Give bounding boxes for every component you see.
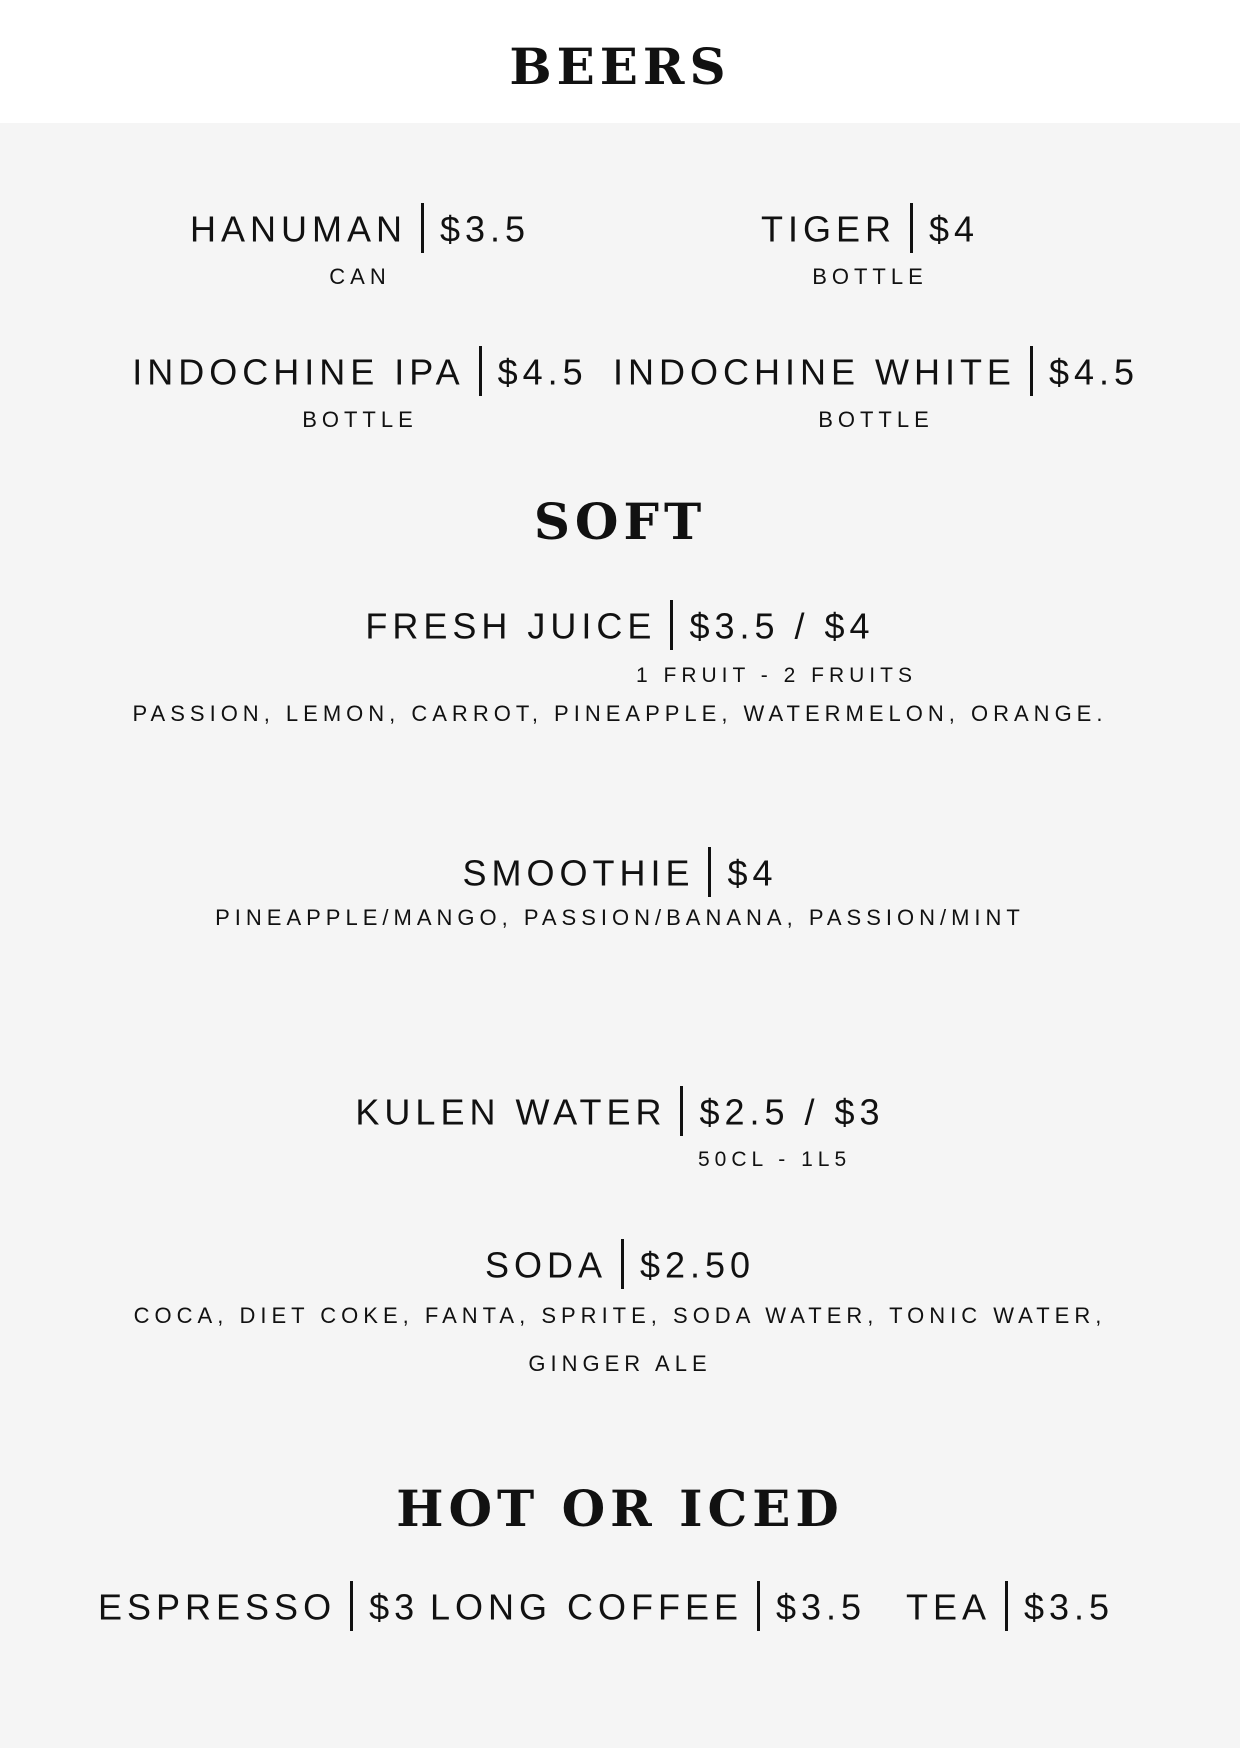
beer-note-indochine-white: BOTTLE (818, 407, 934, 432)
beer-item-indochine-white (576, 350, 1176, 400)
price-divider (670, 600, 673, 650)
soft-heading: SOFT (533, 492, 707, 551)
item-name: TIGER (760, 208, 896, 250)
price-divider (421, 203, 424, 253)
beer-note-tiger: BOTTLE (812, 264, 928, 289)
item-price: $4 (928, 208, 980, 250)
price-divider (910, 203, 913, 253)
fresh-juice-sizes: 1 FRUIT - 2 FRUITS (636, 664, 917, 687)
item-name: ESPRESSO (98, 1586, 337, 1628)
fresh-juice-options: PASSION, LEMON, CARROT, PINEAPPLE, WATERMELON, ORANGE. (132, 701, 1108, 726)
item-name: SODA (484, 1244, 607, 1286)
hot-item-espresso (98, 1585, 418, 1635)
beers-heading: BEERS (509, 37, 731, 96)
hot-item-tea (880, 1585, 1140, 1635)
soda-options-line-2: GINGER ALE (528, 1351, 712, 1376)
item-price: $4.5 (1048, 351, 1140, 393)
item-name: INDOCHINE WHITE (612, 351, 1016, 393)
price-divider (708, 847, 711, 897)
item-price: $4 (727, 852, 778, 894)
item-price: $2.50 (639, 1244, 756, 1286)
item-price: $3.5 / $4 (689, 605, 875, 647)
item-name: INDOCHINE IPA (132, 351, 465, 393)
beer-item-indochine-ipa (60, 350, 660, 400)
kulen-water-sizes: 50CL - 1L5 (698, 1148, 852, 1171)
beer-note-hanuman: CAN (329, 264, 391, 289)
price-divider (479, 346, 482, 396)
price-divider (1005, 1581, 1008, 1631)
price-divider (1030, 346, 1033, 396)
price-divider (621, 1239, 624, 1289)
item-name: SMOOTHIE (462, 852, 695, 894)
item-price: $2.5 / $3 (699, 1091, 885, 1133)
soda-options-line-1: COCA, DIET COKE, FANTA, SPRITE, SODA WATER, TONIC WATER, (133, 1303, 1107, 1328)
hot-or-iced-heading: HOT OR ICED (396, 1479, 844, 1538)
soft-item-soda (0, 1243, 1240, 1293)
item-name: LONG COFFEE (429, 1586, 743, 1628)
item-name: FRESH JUICE (365, 605, 657, 647)
smoothie-options: PINEAPPLE/MANGO, PASSION/BANANA, PASSION/MINT (215, 905, 1025, 930)
item-price: $3.5 (775, 1586, 867, 1628)
item-name: HANUMAN (189, 208, 407, 250)
price-divider (350, 1581, 353, 1631)
item-price: $4.5 (497, 351, 588, 393)
item-price: $3 (369, 1586, 420, 1628)
price-divider (757, 1581, 760, 1631)
item-name: TEA (905, 1586, 991, 1628)
item-price: $3.5 (1023, 1586, 1115, 1628)
soft-item-smoothie (0, 851, 1240, 901)
price-divider (680, 1086, 683, 1136)
soft-item-kulen-water (0, 1090, 1240, 1140)
beer-note-indochine-ipa: BOTTLE (302, 407, 418, 432)
soft-item-fresh-juice (0, 604, 1240, 654)
hot-item-long-coffee (428, 1585, 868, 1635)
item-price: $3.5 (439, 208, 531, 250)
item-name: KULEN WATER (355, 1091, 667, 1133)
beer-item-tiger (570, 207, 1170, 257)
